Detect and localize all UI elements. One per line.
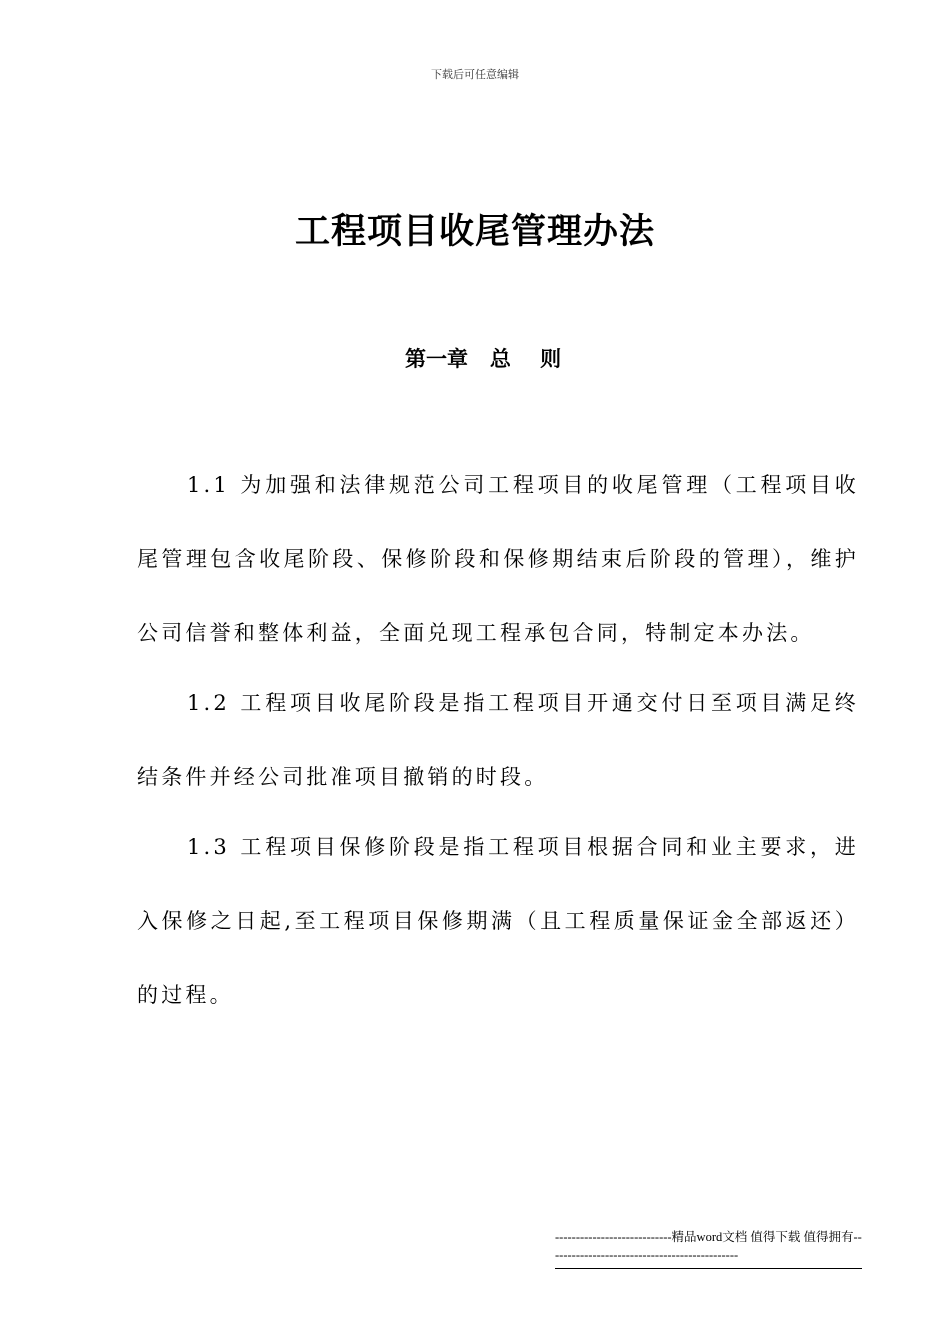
footer-note: ----------------------------精品word文档 值得下载 值得拥有---------------------------------------------- bbox=[555, 1228, 862, 1269]
body-text bbox=[137, 448, 859, 1032]
paragraph-1-3: 1.3 工程项目保修阶段是指工程项目根据合同和业主要求，进入保修之日起,至工程项目保修期满（且工程质量保证金全部返还）的过程。 bbox=[137, 835, 859, 1007]
header-note: 下载后可任意编辑 bbox=[431, 68, 519, 81]
paragraph-1-1: 1.1 为加强和法律规范公司工程项目的收尾管理（工程项目收尾管理包含收尾阶段、保修阶段和保修期结束后阶段的管理），维护公司信誉和整体利益，全面兑现工程承包合同，特制定本办法。 bbox=[137, 473, 859, 645]
document-title: 工程项目收尾管理办法 bbox=[294, 212, 655, 252]
paragraph-1-2: 1.2 工程项目收尾阶段是指工程项目开通交付日至项目满足终结条件并经公司批准项目撤销的时段。 bbox=[137, 691, 859, 789]
chapter-heading: 第一章 总 则 bbox=[405, 347, 562, 371]
